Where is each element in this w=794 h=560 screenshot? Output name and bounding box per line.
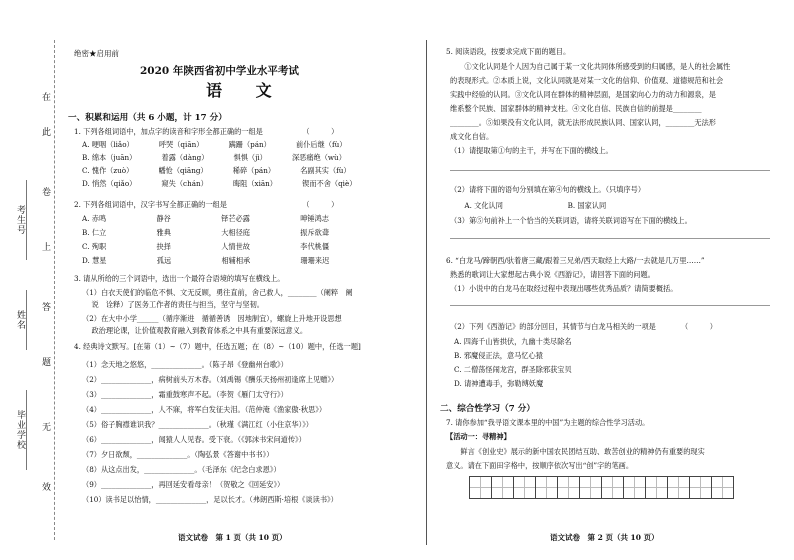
option-line: C. 愧作（zuò） 幡怆（qiāng） 稀碎（pán） 名副其实（fù） (82, 166, 351, 175)
activity-text: 意义。请在下面田字格中，按顺序依次写出“创”字的笔画。 (446, 461, 634, 470)
fill-line: （8）从这点出发，______________。（毛泽东《纪念白求恩》） (82, 465, 281, 474)
writing-grid[interactable] (470, 476, 734, 499)
fill-line: （2）______________，病树前头万木春。（刘禹锡《酬乐天扬州初逢席上见赠》） (82, 375, 339, 384)
fill-line: （9）______________，再回延安看母亲！（贺敬之《回延安》） (82, 480, 285, 489)
fill-line: （3）______________，霜重鼓寒声不起。（李贺《雁门太守行》） (82, 390, 288, 399)
question-line: 5. 阅读语段，按要求完成下面的题目。 (446, 47, 571, 56)
subject-title: 语 文 (206, 81, 286, 100)
page-footer: 语文试卷 第 1 页（共 10 页） (178, 533, 287, 542)
option-line: A. 哽咽（liǎo） 呼哭（qiān） 蹒跚（pán） 前仆后继（fù） (82, 140, 347, 149)
question-line: 4. 经典诗文默写。[在第（1）~（7）题中，任选五题；在（8）~（10）题中，任选一题] (74, 342, 361, 351)
grid-cell[interactable] (689, 476, 712, 499)
question-line: 1. 下列各组词语中，加点字的读音和字形全都正确的一组是 （ ） (74, 127, 339, 136)
answer-line[interactable] (450, 170, 770, 171)
option-line: D. 请神遭毒手，弥勒缚妖魔 (454, 379, 544, 388)
grid-cell[interactable] (645, 476, 668, 499)
exam-title: 2020 年陕西省初中学业水平考试 (140, 65, 299, 77)
grid-cell[interactable] (601, 476, 624, 499)
activity-text: 鲜言《创业史》展示的新中国农民团结互助、敢苦创业的精神仍有重要的现实 (446, 447, 705, 456)
option-line: B. 邪魔侵正法，意马忆心猿 (454, 351, 543, 360)
answer-line[interactable] (450, 305, 770, 306)
section-title: 二、综合性学习（7 分） (440, 404, 535, 414)
question-line: （1）请提取第①句的主干，并写在下面的横线上。 (450, 146, 613, 155)
option-line: B. 绵本（juān） 着露（dàng） 惧惧（jì） 深恶痛绝（wù） (82, 153, 346, 162)
grid-cell[interactable] (667, 476, 690, 499)
text-line: 说 诠释）了医务工作者的责任与担当，坚守与坚韧。 (82, 300, 264, 309)
fill-line: （1）念天地之悠悠，______________。（陈子昂《登幽州台歌》） (82, 360, 288, 369)
option-line: D. 慧星 孤远 相辅相承 珊珊来迟 (82, 256, 330, 265)
seal-char: 在 (42, 93, 52, 103)
question-line: （2）请将下面的语句分别填在第④句的横线上。（只填序号） (450, 185, 646, 194)
question-line: 7. 请你参加“我寻语文课本里的中国”为主题的综合性学习活动。 (446, 418, 650, 427)
cut-line (54, 40, 55, 540)
grid-cell[interactable] (623, 476, 646, 499)
seal-char: 卷 (42, 188, 52, 198)
fill-line: （5）俗子胸襟谁识我？______________。（秋瑾《满江红（小住京华）》） (82, 420, 313, 429)
seal-char: 效 (42, 483, 52, 493)
passage-line: ________。⑤如果没有文化认同，就无法形成民族认同、国家认同，________无法形 (450, 118, 716, 127)
fill-line: （4）______________，人不寐，将军白发征夫泪。（范仲淹《渔家傲·秋思》） (82, 405, 327, 414)
fill-line: （6）______________，闻猿人人见春。受下衰。（《郭沫书宋问道传》） (82, 435, 306, 444)
grid-cell[interactable] (535, 476, 558, 499)
activity-title: 【活动一：寻精神】 (446, 432, 511, 441)
binding-margin (0, 0, 60, 560)
option-line: C. 殉职 抉择 人情世故 李代桃僵 (82, 242, 330, 251)
question-line: 3. 请从所给的三个词语中，选出一个最符合语境的填写在横线上。 (74, 274, 285, 283)
seal-char: 答 (42, 303, 52, 313)
seal-char: 无 (42, 423, 52, 433)
page-right (440, 0, 770, 560)
question-line: （2）下列《西游记》的部分回目，其情节与白龙马相关的一项是 （ ） (450, 322, 717, 331)
text-line: 政治理论课，让价值观教育融入到教育体系之中具有重要深远意义。 (82, 326, 308, 335)
option-line: D. 悄然（qiǎo） 窥失（chán） 晦阻（xiān） 锲而不舍（qiè） (82, 179, 357, 188)
section-title: 一、积累和运用（共 6 小题，计 17 分） (68, 113, 227, 123)
grid-cell[interactable] (557, 476, 580, 499)
passage-line: 成文化自信。 (450, 132, 494, 141)
seal-char: 上 (42, 243, 52, 253)
question-line: 2. 下列各组词语中，汉字书写全都正确的一组是 （ ） (74, 200, 339, 209)
fill-line: （7）夕日欲颓，______________。（陶弘景《答谢中书书》） (82, 450, 274, 459)
answer-line[interactable] (450, 238, 770, 239)
label-name: 姓名 (15, 310, 25, 330)
page-divider (426, 40, 427, 545)
page-footer: 语文试卷 第 2 页（共 10 页） (550, 533, 659, 542)
page-left (68, 0, 413, 560)
passage-line: ①文化认同是个人因为自己属于某一文化共同体所感受到的归属感，是人的社会属性 (450, 62, 731, 71)
option-line: A. 四海千山皆拱伏，九幽十类尽除名 (454, 337, 572, 346)
secret-label: 绝密★启用前 (74, 49, 119, 58)
option-line: A. 赤鸣 静谷 铎芒必露 呻锤鸿志 (82, 214, 329, 223)
question-line: （1）小说中的白龙马在取经过程中表现出哪些优秀品质？请简要概括。 (450, 284, 678, 293)
option-line: B. 仁立 雅典 大相径庭 振斥欲聋 (82, 228, 330, 237)
question-line: （3）第⑤句前补上一个恰当的关联词语，请将关联词语写在下面的横线上。 (450, 216, 692, 225)
label-exam-number: 考生号 (15, 205, 25, 235)
grid-cell[interactable] (469, 476, 492, 499)
text-line: （2）在大中小学______（循序渐进 循循善诱 因地制宜），螺旋上升地开设思想 (82, 314, 342, 323)
passage-line: 实践中经验的认同。③文化认同在群体的精神层面，是国家向心力的动力和源泉，是 (450, 90, 716, 99)
passage-line: 维系整个民族、国家群体的精神支柱。④文化自信、民族自信的前提是________ (450, 104, 702, 113)
question-line: 6. “白龙马/蹄朝西/驮着唐三藏/跟着三兄弟/西天取经上大路/一去就是几万里……” (446, 256, 705, 265)
grid-cell[interactable] (711, 476, 734, 499)
fill-line: （10）读书足以怡情，______________，足以长才。（弗朗西斯·培根《谈读书》） (82, 495, 338, 504)
grid-cell[interactable] (513, 476, 536, 499)
seal-char: 此 (42, 128, 52, 138)
passage-line: 的表现形式。②本质上说，文化认同就是对某一文化的信仰、价值观、道德规范和社会 (450, 76, 724, 85)
seal-char: 题 (42, 358, 52, 368)
label-school: 毕业学校 (15, 410, 25, 450)
option-line: C. 二僧荡怪闹龙宫，群圣除邪获宝贝 (454, 365, 572, 374)
option-line: A. 文化认同 B. 国家认同 (450, 201, 607, 210)
grid-cell[interactable] (579, 476, 602, 499)
text-line: （1）白衣天使们的临危不惧、文无反顾，勇往直前，舍己救人，________（阑粹 阑 (82, 288, 353, 297)
text-line: 熟悉的歌词让大家想起古典小说《西游记》，请回答下面的问题。 (450, 270, 655, 279)
grid-cell[interactable] (491, 476, 514, 499)
